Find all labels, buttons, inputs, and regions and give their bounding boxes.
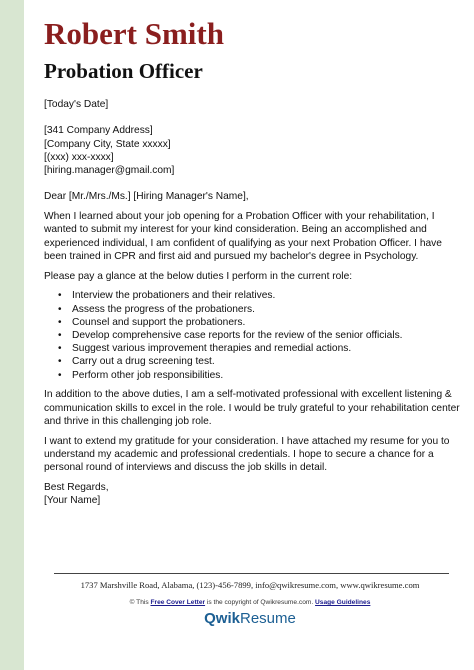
letter-date: [Today's Date] [44, 99, 109, 110]
job-title: Probation Officer [44, 59, 203, 83]
footer-divider [54, 573, 449, 574]
brand-logo[interactable] [44, 610, 456, 628]
cover-letter-page [44, 0, 460, 670]
salutation: Dear [Mr./Mrs./Ms.] [Hiring Manager's Name], [44, 191, 249, 203]
closing-paragraph: I want to extend my gratitude for your consideration. I have attached my resume for you to understand my academic and professional credentials. I hope to secure a chance for a personal round of interviews and discuss the job skills in detail. [44, 435, 450, 474]
usage-guidelines-link[interactable]: Usage Guidelines [315, 599, 371, 606]
signature-name: [Your Name] [44, 495, 101, 507]
brand-name-part1: Qwik [204, 610, 240, 627]
free-cover-letter-link[interactable]: Free Cover Letter [150, 599, 206, 606]
list-item: • Suggest various improvement therapies and remedial actions. [44, 342, 454, 355]
applicant-name: Robert Smith [44, 16, 224, 51]
address-line-1: [341 Company Address] [44, 125, 153, 137]
duties-list [44, 289, 454, 381]
list-item: • Carry out a drug screening test. [44, 355, 454, 368]
copyright-notice: © This Free Cover Letter is the copyright of Qwikresume.com. Usage Guidelines [129, 599, 371, 606]
address-line-2: [Company City, State xxxxx] [44, 138, 171, 150]
list-item: • Interview the probationers and their relatives. [44, 289, 454, 302]
list-item: • Counsel and support the probationers. [44, 316, 454, 329]
signoff: Best Regards, [44, 481, 109, 493]
list-item: • Perform other job responsibilities. [44, 369, 454, 382]
list-item: • Assess the progress of the probationers. [44, 303, 454, 316]
duties-intro: Please pay a glance at the below duties I perform in the current role: [44, 270, 353, 282]
letter-body [44, 98, 460, 507]
footer-contact: 1737 Marshville Road, Alabama, (123)-456-7899, info@qwikresume.com, www.qwikresume.com [80, 580, 420, 590]
address-line-4: [hiring.manager@gmail.com] [44, 165, 175, 176]
skills-paragraph: In addition to the above duties, I am a self-motivated professional with excellent listening & communication skills to excel in the role. I would be truly grateful to your rehabilitation center and thrive in this challenging job role. [44, 389, 460, 427]
left-accent-bar [0, 0, 24, 670]
brand-name-part2: Resume [240, 610, 296, 627]
list-item: • Develop comprehensive case reports for the review of the senior officials. [44, 329, 454, 342]
intro-paragraph: When I learned about your job opening for a Probation Officer with your rehabilitation, I wanted to submit my interest for your kind consideration. Being an accomplished and experienced individual, I am confident of qualifying as your next Probation Officer. I have been trained in CPR and first aid and pursued my bachelor's degree in Psychology. [44, 211, 442, 262]
address-line-3: [(xxx) xxx-xxxx] [44, 151, 114, 163]
